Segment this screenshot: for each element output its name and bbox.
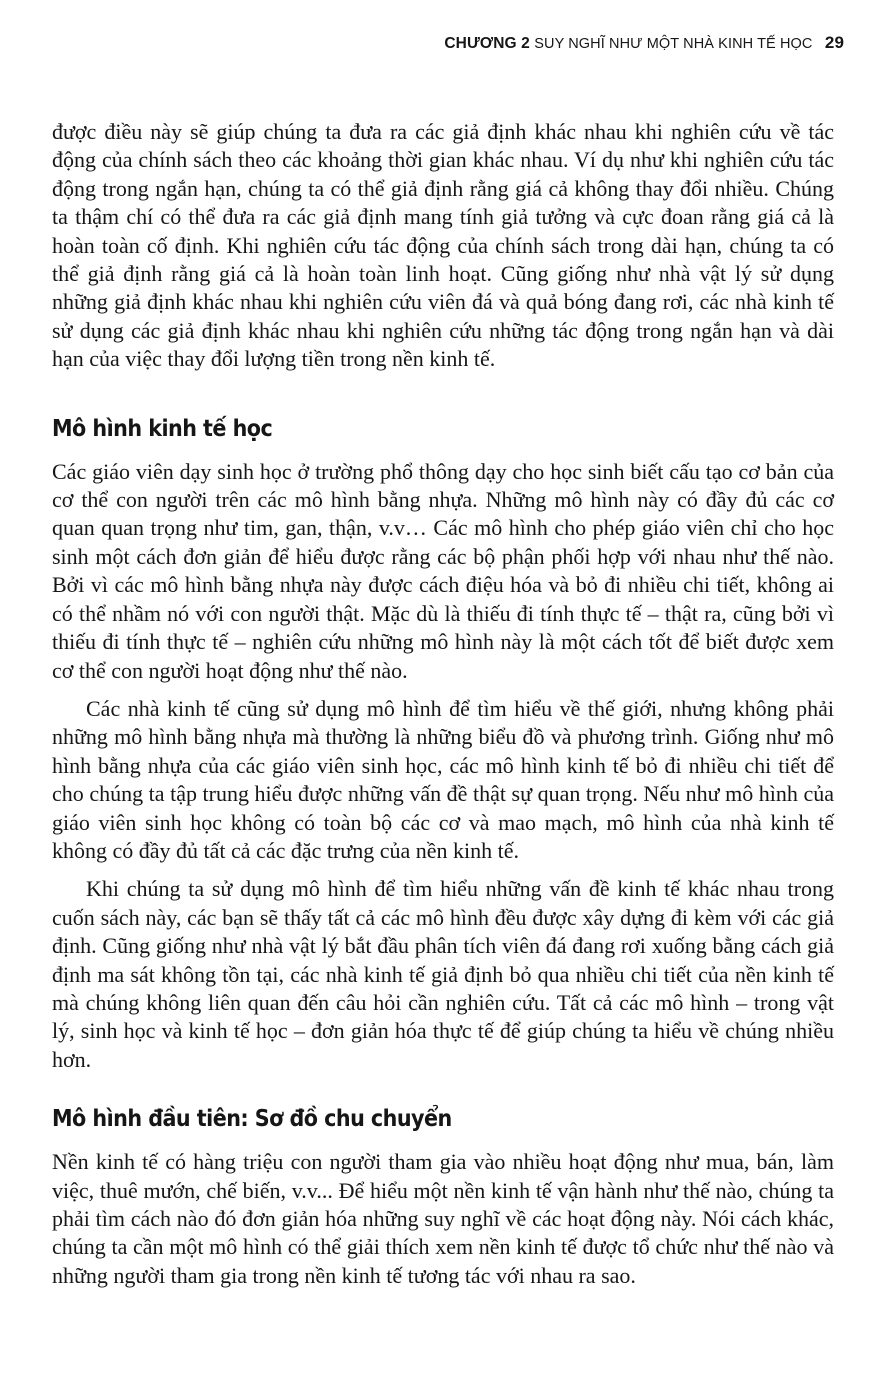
body-paragraph: Nền kinh tế có hàng triệu con người tham gia vào nhiều hoạt động như mua, bán, làm việc, thuê mướn, chế biến, v.v... Để hiểu một nền kinh tế vận hành như thế nào, chúng ta phải tìm cách nào đó đơn giản hóa những suy nghĩ về các hoạt động này. Nói cách khác, chúng ta cần một mô hình có thể giải thích xem nền kinh tế được tổ chức như thế nào và những người tham gia trong nền kinh tế tương tác với nhau ra sao. [52, 1149, 834, 1288]
page-number: 29 [824, 33, 844, 52]
economic-models-section [52, 412, 834, 1075]
body-paragraph: Khi chúng ta sử dụng mô hình để tìm hiểu những vấn đề kinh tế khác nhau trong cuốn sách này, các bạn sẽ thấy tất cả các mô hình đều được xây dựng đi kèm với các giả định. Cũng giống như nhà vật lý bắt đầu phân tích viên đá đang rơi xuống bằng cách giả định ma sát không tồn tại, các nhà kinh tế giả định bỏ qua nhiều chi tiết của nền kinh tế mà chúng không liên quan đến câu hỏi cần nghiên cứu. Tất cả các mô hình – trong vật lý, sinh học và kinh tế học – đơn giản hóa thực tế để giúp chúng ta hiểu về chúng nhiều hơn. [52, 876, 834, 1072]
section-heading-circular-flow: Mô hình đầu tiên: Sơ đồ chu chuyển [52, 1106, 452, 1133]
chapter-label: CHƯƠNG 2 [444, 35, 530, 52]
chapter-title: SUY NGHĨ NHƯ MỘT NHÀ KINH TẾ HỌC [534, 36, 813, 52]
intro-paragraph: được điều này sẽ giúp chúng ta đưa ra các giả định khác nhau khi nghiên cứu về tác động của chính sách theo các khoảng thời gian khác nhau. Ví dụ như khi nghiên cứu tác động trong ngắn hạn, chúng ta có thể giả định rằng giá cả không thay đổi nhiều. Chúng ta thậm chí có thể đưa ra các giả định mang tính giả tưởng và cực đoan rằng giá cả là hoàn toàn cố định. Khi nghiên cứu tác động của chính sách trong dài hạn, chúng ta có thể giả định rằng giá cả là hoàn toàn linh hoạt. Cũng giống như nhà vật lý sử dụng những giả định khác nhau khi nghiên cứu viên đá và quả bóng đang rơi, các nhà kinh tế sử dụng các giả định khác nhau khi nghiên cứu những tác động trong ngắn hạn và dài hạn của việc thay đổi lượng tiền trong nền kinh tế. [52, 119, 834, 372]
circular-flow-section [52, 1102, 834, 1290]
section-heading-economic-models: Mô hình kinh tế học [52, 415, 273, 442]
running-header [52, 30, 844, 66]
intro-section [52, 118, 834, 374]
body-paragraph: Các nhà kinh tế cũng sử dụng mô hình để tìm hiểu về thế giới, nhưng không phải những mô hình bằng nhựa mà thường là những biểu đồ và phương trình. Giống như mô hình bằng nhựa của các giáo viên sinh học, các mô hình kinh tế bỏ đi nhiều chi tiết để cho chúng ta tập trung hiểu được những vấn đề thật sự quan trọng. Nếu như mô hình của giáo viên sinh học không có toàn bộ các cơ và mao mạch, mô hình của nhà kinh tế không có đầy đủ tất cả các đặc trưng của nền kinh tế. [52, 695, 834, 863]
body-paragraph: Các giáo viên dạy sinh học ở trường phổ thông dạy cho học sinh biết cấu tạo cơ bản của cơ thể con người trên các mô hình bằng nhựa. Những mô hình này có đầy đủ các cơ quan quan trọng như tim, gan, thận, v.v… Các mô hình cho phép giáo viên chỉ cho học sinh một cách đơn giản để hiểu được rằng các bộ phận phối hợp với nhau như thế nào. Bởi vì các mô hình bằng nhựa này được cách điệu hóa và bỏ đi nhiều chi tiết, không ai có thể nhầm nó với con người thật. Mặc dù là thiếu đi tính thực tế – thật ra, cũng bởi vì thiếu đi tính thực tế – nghiên cứu những mô hình này là một cách tốt để biết được xem cơ thể con người hoạt động như thế nào. [52, 458, 834, 683]
